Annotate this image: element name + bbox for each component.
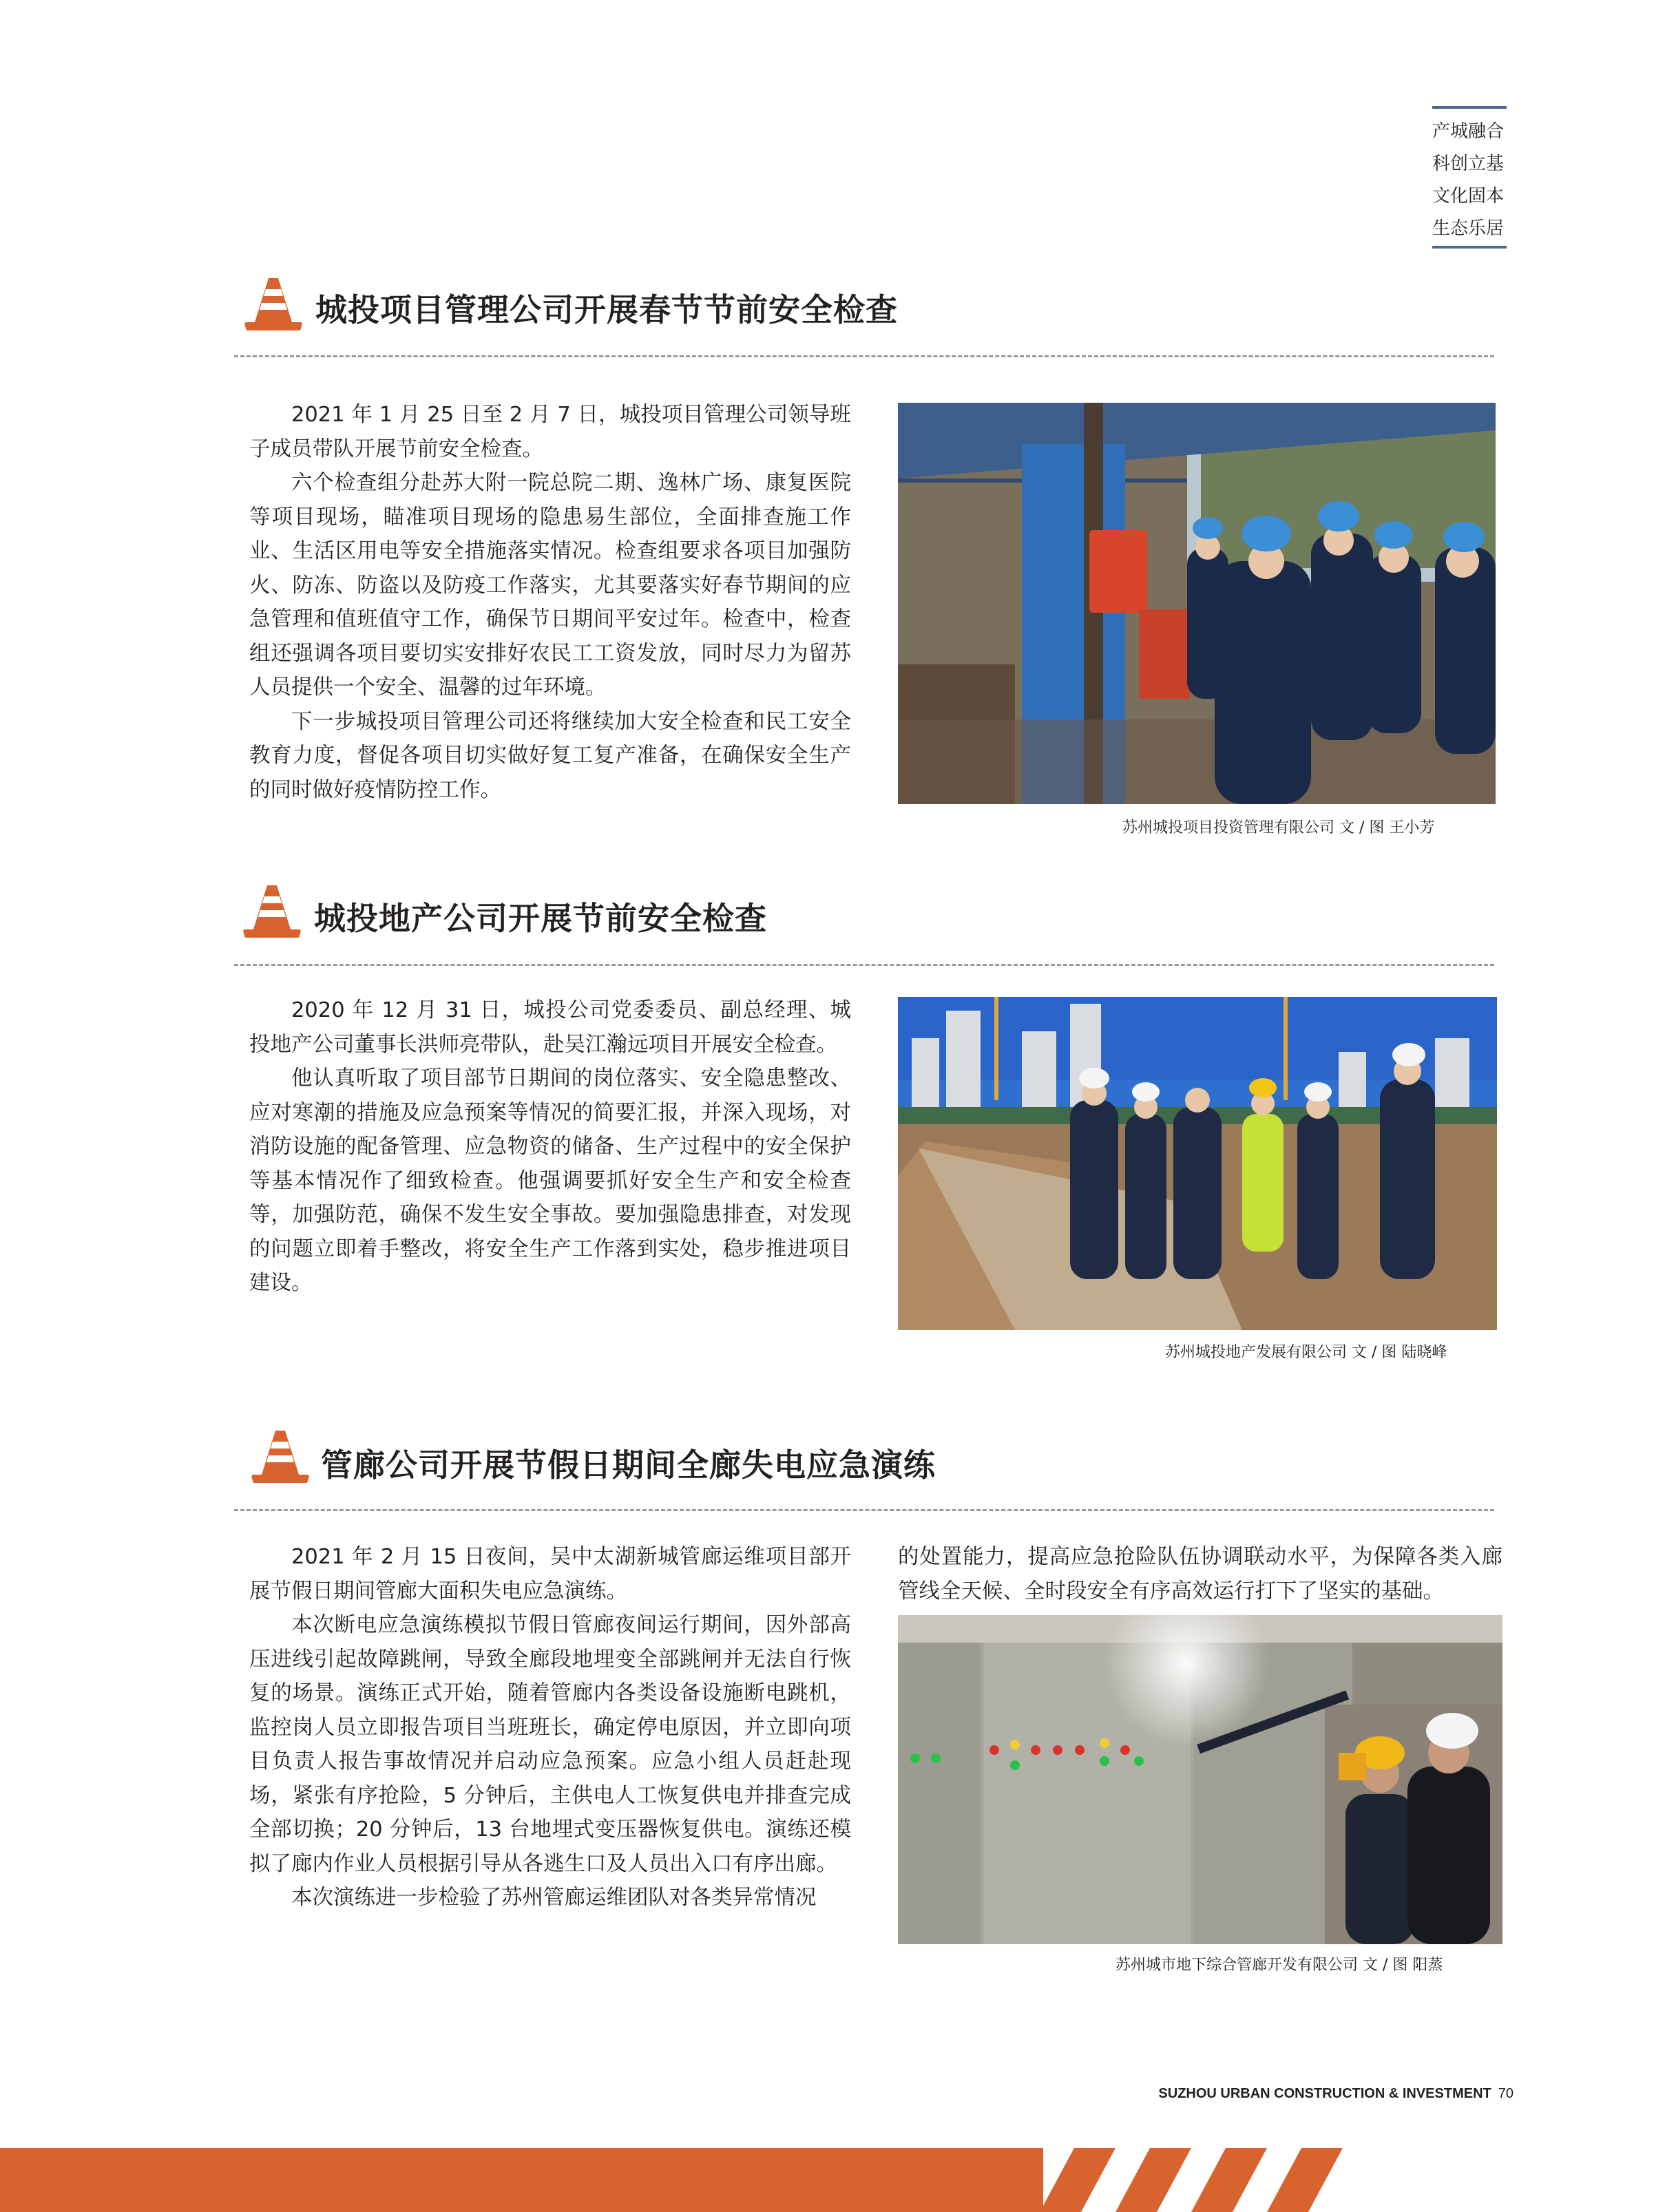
section-tags bbox=[1432, 116, 1542, 245]
tag-item: 科创立基 bbox=[1432, 154, 1505, 174]
site-inspection-photo bbox=[898, 997, 1497, 1330]
paragraph: 2021 年 2 月 15 日夜间，吴中太湖新城管廊运维项目部开展节假日期间管廊大面积失电应急演练。 bbox=[249, 1545, 851, 1603]
article-body bbox=[249, 1540, 851, 1915]
section-title: 城投地产公司开展节前安全检查 bbox=[314, 900, 767, 937]
footer-stripe-bar bbox=[0, 2148, 1676, 2212]
dashed-divider bbox=[234, 355, 1494, 357]
traffic-cone-icon bbox=[249, 1426, 311, 1488]
tags-top-rule bbox=[1432, 106, 1507, 109]
paragraph: 本次断电应急演练模拟节假日管廊夜间运行期间，因外部高压进线引起故障跳闸，导致全廊段地埋变全部跳闸并无法自行恢复的场景。演练正式开始，随着管廊内各类设备设施断电跳机，监控岗人员立即报告项目当班班长，确定停电原因，并立即向项目负责人报告事故情况并启动应急预案。应急小组人员赶赴现场，紧张有序抢险，5 分钟后，主供电人工恢复供电并排查完成全部切换；20 分钟后，13 台地埋式变压器恢复供电。演练还模拟了廊内作业人员根据引导从各逃生口及人员出入口有序出廊。 bbox=[249, 1613, 851, 1876]
section-title: 管廊公司开展节假日期间全廊失电应急演练 bbox=[321, 1446, 936, 1484]
tag-item: 产城融合 bbox=[1432, 121, 1505, 142]
traffic-cone-icon bbox=[241, 881, 303, 943]
tag-item: 生态乐居 bbox=[1432, 218, 1505, 239]
photo-credit: 苏州城市地下综合管廊开发有限公司 文 / 图 阳蒸 bbox=[1115, 1957, 1443, 1974]
article-body bbox=[249, 398, 851, 807]
section-title: 城投项目管理公司开展春节节前安全检查 bbox=[315, 291, 898, 328]
paragraph: 他认真听取了项目部节日期间的岗位落实、安全隐患整改、应对寒潮的措施及应急预案等情况的简要汇报，并深入现场，对消防设施的配备管理、应急物资的储备、生产过程中的安全保护等基本情况作了细致检查。他强调要抓好安全生产和安全检查等，加强防范，确保不发生安全事故。要加强隐患排查，对发现的问题立即着手整改，将安全生产工作落到实处，稳步推进项目建设。 bbox=[249, 1066, 851, 1295]
paragraph: 下一步城投项目管理公司还将继续加大安全检查和民工安全教育力度，督促各项目切实做好复工复产准备，在确保安全生产的同时做好疫情防控工作。 bbox=[249, 709, 851, 802]
paragraph: 六个检查组分赴苏大附一院总院二期、逸林广场、康复医院等项目现场，瞄准项目现场的隐患易生部位，全面排查施工作业、生活区用电等安全措施落实情况。检查组要求各项目加强防火、防冻、防盗以及防疫工作落实，尤其要落实好春节期间的应急管理和值班值守工作，确保节日期间平安过年。检查中，检查组还强调各项目要切实安排好农民工工资发放，同时尽力为留苏人员提供一个安全、温馨的过年环境。 bbox=[249, 471, 851, 699]
inspection-photo bbox=[898, 403, 1496, 804]
page-number: 70 bbox=[1498, 2086, 1513, 2101]
traffic-cone-icon bbox=[242, 274, 304, 336]
paragraph: 的处置能力，提高应急抢险队伍协调联动水平，为保障各类入廊管线全天候、全时段安全有序高效运行打下了坚实的基础。 bbox=[898, 1545, 1502, 1603]
dashed-divider bbox=[234, 964, 1494, 966]
paragraph: 本次演练进一步检验了苏州管廊运维团队对各类异常情况 bbox=[291, 1886, 817, 1910]
paragraph: 2020 年 12 月 31 日，城投公司党委委员、副总经理、城投地产公司董事长洪师亮带队，赴吴江瀚远项目开展安全检查。 bbox=[249, 998, 851, 1057]
magazine-name: SUZHOU URBAN CONSTRUCTION & INVESTMENT bbox=[1158, 2086, 1491, 2101]
tag-item: 文化固本 bbox=[1432, 186, 1505, 207]
paragraph: 2021 年 1 月 25 日至 2 月 7 日，城投项目管理公司领导班子成员带队开展节前安全检查。 bbox=[249, 403, 851, 461]
tags-bottom-rule bbox=[1432, 246, 1507, 249]
article-body-continued bbox=[898, 1540, 1502, 1608]
footer-magazine-title bbox=[1158, 2086, 1513, 2102]
dashed-divider bbox=[234, 1509, 1494, 1511]
photo-credit: 苏州城投地产发展有限公司 文 / 图 陆晓峰 bbox=[1165, 1344, 1447, 1361]
article-body bbox=[249, 993, 851, 1300]
emergency-drill-photo bbox=[898, 1615, 1502, 1944]
photo-credit: 苏州城投项目投资管理有限公司 文 / 图 王小芳 bbox=[1122, 819, 1435, 836]
